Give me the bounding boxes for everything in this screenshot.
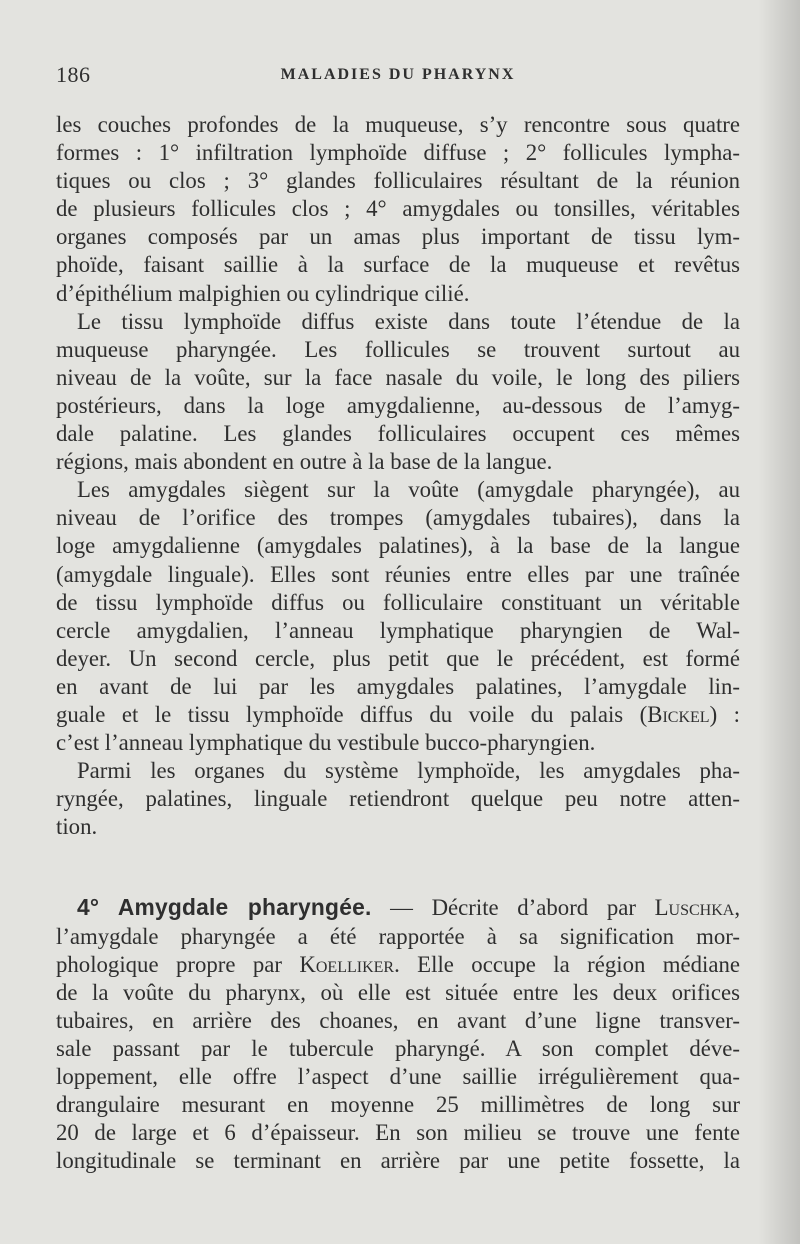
text-fragment: ) : xyxy=(709,701,740,727)
text-line: niveau de l’orifice des trompes (amygdales tubaires), dans la xyxy=(56,505,740,531)
page-number: 186 xyxy=(56,62,91,87)
page-header xyxy=(56,62,740,92)
text-line: loge amygdalienne (amygdales palatines), à la base de la langue xyxy=(56,533,740,559)
text-line: phoïde, faisant saillie à la surface de la muqueuse et revêtus xyxy=(56,252,740,278)
text-line: dale palatine. Les glandes folliculaires occupent ces mêmes xyxy=(56,421,740,447)
paragraph-amygdales xyxy=(56,476,740,757)
paragraph-organs xyxy=(56,757,740,841)
text-line: de la voûte du pharynx, où elle est située entre les deux orifices xyxy=(56,979,740,1005)
section-gap xyxy=(56,841,740,893)
section-heading-line xyxy=(56,893,740,922)
text-line: l’amygdale pharyngée a été rapportée à sa signification mor- xyxy=(56,923,740,949)
text-line: Parmi les organes du système lymphoïde, les amygdales pha- xyxy=(77,758,740,784)
text-line: sale passant par le tubercule pharyngé. A son complet déve- xyxy=(56,1035,740,1061)
text-line: organes composés par un amas plus important de tissu lym- xyxy=(56,224,740,250)
text-fragment: guale et le tissu lymphoïde diffus du voile du palais ( xyxy=(56,701,648,727)
text-line: Les amygdales siègent sur la voûte (amygdale pharyngée), au xyxy=(77,477,740,503)
section-amygdale-pharyngee xyxy=(56,893,740,1175)
text-line: en avant de lui par les amygdales palatines, l’amygdale lin- xyxy=(56,673,740,699)
text-line: drangulaire mesurant en moyenne 25 millimètres de long sur xyxy=(56,1092,740,1118)
text-line: (amygdale linguale). Elles sont réunies entre elles par une traînée xyxy=(56,561,740,587)
text-line: muqueuse pharyngée. Les follicules se trouvent surtout au xyxy=(56,336,740,362)
text-line: formes : 1° infiltration lymphoïde diffuse ; 2° follicules lympha- xyxy=(56,140,740,166)
text-fragment: phologique propre par xyxy=(56,951,300,977)
text-line: tiques ou clos ; 3° glandes folliculaires résultant de la réunion xyxy=(56,168,740,194)
text-line: tion. xyxy=(56,814,98,840)
text-line: niveau de la voûte, sur la face nasale du voile, le long des piliers xyxy=(56,364,740,390)
text-line: d’épithélium malpighien ou cylindrique cilié. xyxy=(56,280,470,306)
text-line: c’est l’anneau lymphatique du vestibule bucco-pharyngien. xyxy=(56,730,596,756)
text-line: tubaires, en arrière des choanes, en avant d’une ligne transver- xyxy=(56,1007,740,1033)
text-fragment: , xyxy=(734,895,741,921)
text-line: postérieurs, dans la loge amygdalienne, au-dessous de l’amyg- xyxy=(56,392,740,418)
text-line: ryngée, palatines, linguale retiendront quelque peu notre atten- xyxy=(56,786,740,812)
paragraph-tissue-forms xyxy=(56,111,740,308)
author-name: Koelliker xyxy=(299,951,395,977)
text-line: de plusieurs follicules clos ; 4° amygdales ou tonsilles, véritables xyxy=(56,196,740,222)
text-line: de tissu lymphoïde diffus ou folliculaire constituant un véritable xyxy=(56,589,740,615)
text-line-with-author xyxy=(56,701,740,729)
author-name: Luschka xyxy=(654,895,735,921)
text-line: deyer. Un second cercle, plus petit que le précédent, est formé xyxy=(56,645,740,671)
text-fragment: — Décrite d’abord par xyxy=(371,895,655,921)
text-line: cercle amygdalien, l’anneau lymphatique pharyngien de Wal- xyxy=(56,617,740,643)
text-line: régions, mais abondent en outre à la base de la langue. xyxy=(56,449,553,475)
text-line-with-author xyxy=(56,951,740,979)
text-line: loppement, elle offre l’aspect d’une saillie irrégulièrement qua- xyxy=(56,1064,740,1089)
text-fragment: . Elle occupe la région médiane xyxy=(394,951,740,977)
section-heading: 4° Amygdale pharyngée. xyxy=(77,894,372,921)
text-line: Le tissu lymphoïde diffus existe dans toute l’étendue de la xyxy=(77,308,740,334)
author-name: Bickel xyxy=(647,701,710,727)
page-content xyxy=(56,111,740,1175)
text-line: longitudinale se terminant en arrière par une petite fossette, la xyxy=(56,1148,740,1174)
text-line: 20 de large et 6 d’épaisseur. En son milieu se trouve une fente xyxy=(56,1120,740,1146)
text-line: les couches profondes de la muqueuse, s’y rencontre sous quatre xyxy=(56,112,740,137)
paragraph-diffuse-tissue xyxy=(56,308,740,477)
running-title: MALADIES DU PHARYNX xyxy=(280,66,516,83)
